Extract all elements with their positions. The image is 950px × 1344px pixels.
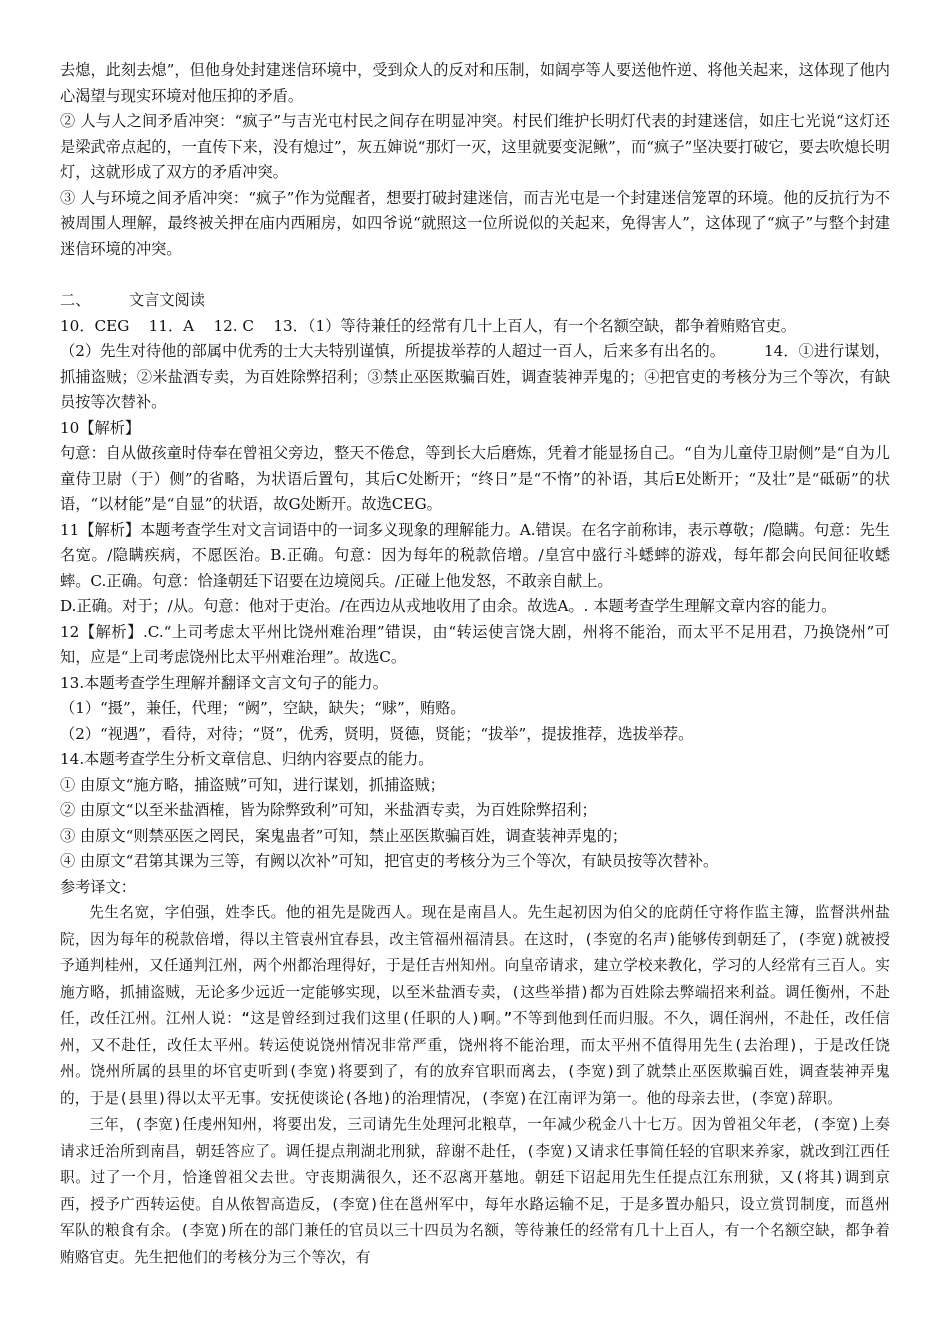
translation-heading: 参考译文： xyxy=(60,877,136,896)
document-page xyxy=(60,58,890,1271)
explanation-paragraph: （1）“摄”，兼任，代理；“阙”，空缺，缺失；“赇”，贿赂。 xyxy=(60,699,466,717)
translation-paragraph: 三年，(李宽)任虔州知州，将要出发，三司请先生处理河北粮草，一年减少税金八十七万。因为曾祖父年老，(李宽)上奏请求迁治所到南昌，朝廷答应了。调任提点荆湖北刑狱，辞谢不赴任，(李宽)又请求任事简任轻的官职来养家，就改到江西任职。过了一个月，恰逢曾祖父去世。守丧期满很久，还不忍离开墓地。朝廷下诏起用先生任提点江东刑狱，又(将其)调到京西，授予广西转运使。自从侬智高造反，(李宽)住在邕州军中，每年水路运输不足，于是多置办船只，设立赏罚制度，而邕州军队的粮食有余。(李宽)所在的部门兼任的官员以三十四员为名额，等待兼任的经常有几十上百人，有一个名额空缺，都争着贿赂官吏。先生把他们的考核分为三个等次，有 xyxy=(60,1116,890,1266)
analysis-paragraph: ③ 人与环境之间矛盾冲突：“疯子”作为觉醒者，想要打破封建迷信，而吉光屯是一个封建迷信笼罩的环境。他的反抗行为不被周围人理解，最终被关押在庙内西厢房，如四爷说“就照这一位所说似的关起来，免得害人”，这体现了“疯子”与整个封建迷信环境的冲突。 xyxy=(60,188,890,258)
explanation-paragraph: ③ 由原文“则禁巫医之罔民，案鬼蛊者”可知，禁止巫医欺骗百姓，调查装神弄鬼的； xyxy=(60,826,628,845)
answer-line: 10．CEG 11．A 12. C 13．（1）等待兼任的经常有几十上百人，有一个名额空缺，都争着贿赂官吏。 xyxy=(60,316,796,335)
explanation-paragraph: ② 由原文“以至米盐酒榷，皆为除弊致利”可知，米盐酒专卖，为百姓除弊招利； xyxy=(60,801,597,819)
explanation-paragraph: ① 由原文“施方略，捕盗贼”可知，进行谋划，抓捕盗贼； xyxy=(60,775,445,794)
explanation-paragraph: 13.本题考查学生理解并翻译文言文句子的能力。 xyxy=(60,673,388,692)
section-heading: 二、 文言文阅读 xyxy=(60,291,205,309)
analysis-paragraph: 去熄，此刻去熄”，但他身处封建迷信环境中，受到众人的反对和压制，如阔亭等人要送他忤逆、将他关起来，这体现了他内心渴望与现实环境对他压抑的矛盾。 xyxy=(60,61,890,105)
explanation-paragraph: D.正确。对于；/从。句意：他对于吏治。/在西边从戎地收用了由余。故选A。. 本题考查学生理解文章内容的能力。 xyxy=(60,597,837,615)
explanation-paragraph: ④ 由原文“君第其课为三等，有阙以次补”可知，把官吏的考核分为三个等次，有缺员按等次替补。 xyxy=(60,852,719,870)
answer-line: （2）先生对待他的部属中优秀的士大夫特别谨慎，所提拔举荐的人超过一百人，后来多有出名的。 14．①进行谋划，抓捕盗贼；②米盐酒专卖，为百姓除弊招利；③禁止巫医欺骗百姓，调查装神弄鬼的；④把官吏的考核分为三个等次，有缺员按等次替补。 xyxy=(60,342,890,411)
explanation-heading: 10【解析】 xyxy=(60,418,141,437)
translation-paragraph: 先生名宽，字伯强，姓李氏。他的祖先是陇西人。现在是南昌人。先生起初因为伯父的庇荫任守将作监主簿，监督洪州盐院，因为每年的税款倍增，得以主管袁州宜春县，改主管福州福清县。在这时，(李宽的名声)能够传到朝廷了，(李宽)就被授予通判桂州，又任通判江州，两个州都治理得好，于是任吉州知州。向皇帝请求，建立学校来教化，学习的人经常有三百人。实施方略，抓捕盗贼，无论多少远近一定能够实现，以至米盐酒专卖，(这些举措)都为百姓除去弊端招来利益。调任衡州，不赴任，改任江州。江州人说：“这是曾经到过我们这里(任职的人)啊。”不等到他到任而归服。不久，调任润州，不赴任，改任信州，又不赴任，改任太平州。转运使说饶州情况非常严重，饶州将不能治理，而太平州不值得用先生(去治理)，于是改任饶州。饶州所属的县里的坏官吏听到(李宽)将要到了，有的放弃官职而离去，(李宽)到了就禁止巫医欺骗百姓，调查装神弄鬼的，于是(县里)得以太平无事。安抚使谈论(各地)的治理情况，(李宽)在江南评为第一。他的母亲去世，(李宽)辞职。 xyxy=(60,904,890,1107)
explanation-paragraph: （2）“视遇”，看待，对待；“贤”，优秀，贤明，贤德，贤能；“拔举”，提拔推荐，选拔举荐。 xyxy=(60,724,694,743)
explanation-paragraph: 14.本题考查学生分析文章信息、归纳内容要点的能力。 xyxy=(60,750,434,768)
explanation-paragraph: 12【解析】.C.“上司考虑太平州比饶州难治理”错误，由“转运使言饶大剧，州将不能治，而太平不足用君，乃换饶州”可知，应是“上司考虑饶州比太平州难治理”。故选C。 xyxy=(60,622,890,666)
explanation-paragraph: 句意：自从做孩童时侍奉在曾祖父旁边，整天不倦怠，等到长大后磨炼，凭着才能显扬自己。“自为儿童侍卫尉侧”是“自为儿童侍卫尉（于）侧”的省略，为状语后置句，其后C处断开；“终日”是“不惰”的补语，其后E处断开；“及壮”是“砥砺”的状语，“以材能”是“自显”的状语，故G处断开。故选CEG。 xyxy=(60,444,890,513)
section-gap xyxy=(60,262,890,288)
analysis-paragraph: ② 人与人之间矛盾冲突：“疯子”与吉光屯村民之间存在明显冲突。村民们维护长明灯代表的封建迷信，如庄七光说“这灯还是梁武帝点起的，一直传下来，没有熄过”，灰五婶说“那灯一灭，这里就要变泥鳅”，而“疯子”坚决要打破它，要去吹熄长明灯，这就形成了双方的矛盾冲突。 xyxy=(60,112,890,181)
explanation-paragraph: 11【解析】本题考查学生对文言词语中的一词多义现象的理解能力。A.错误。在名字前称讳，表示尊敬；/隐瞒。句意：先生名宽。/隐瞒疾病，不愿医治。B.正确。句意：因为每年的税款倍增。/皇宫中盛行斗蟋蟀的游戏，每年都会向民间征收蟋蟀。C.正确。句意：恰逢朝廷下诏要在边境阅兵。/正碰上他发怒，不敢亲自献上。 xyxy=(60,520,890,590)
